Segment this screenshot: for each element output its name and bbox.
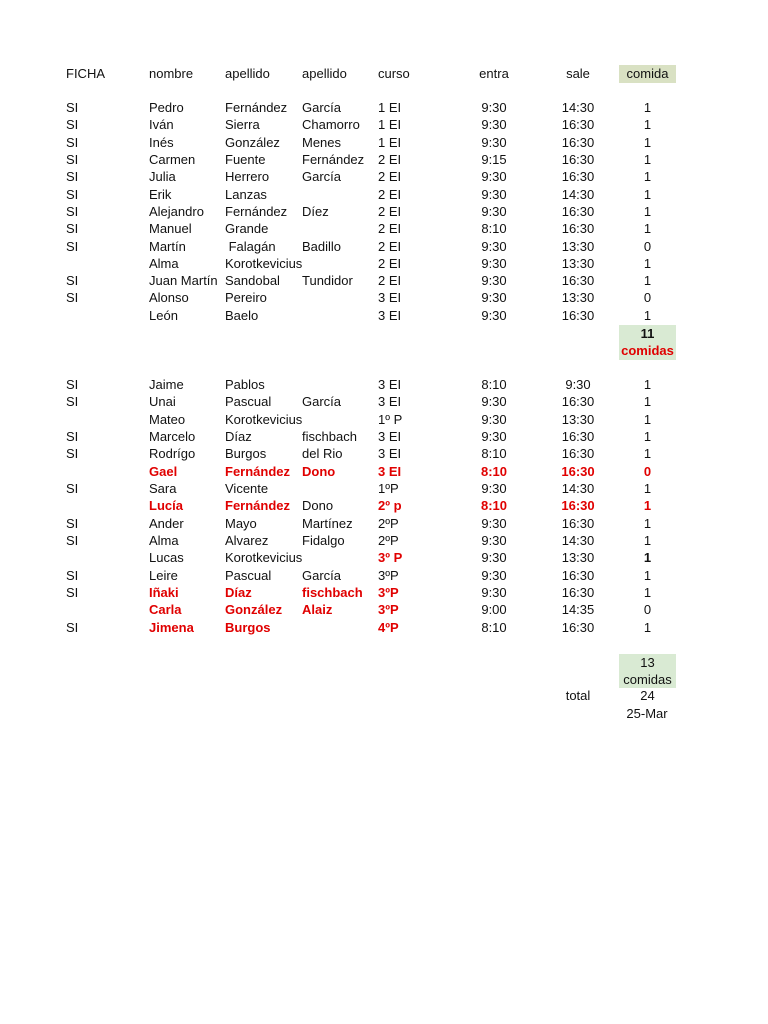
cell-apellido-2[interactable]: Badillo: [302, 239, 342, 254]
cell-curso[interactable]: 3 EI: [378, 429, 402, 444]
cell-comida[interactable]: 0: [643, 290, 652, 305]
cell-apellido-2[interactable]: Dono: [302, 464, 336, 479]
cell-comida[interactable]: 1: [643, 273, 652, 288]
cell-apellido-2[interactable]: Fernández: [302, 152, 365, 167]
cell-apellido-2[interactable]: Díez: [302, 204, 329, 219]
subtotal-count: 13: [640, 655, 655, 670]
table-row[interactable]: [0, 116, 768, 133]
cell-curso[interactable]: 4ºP: [378, 620, 399, 635]
cell-curso[interactable]: 2 EI: [378, 239, 402, 254]
cell-nombre[interactable]: León: [149, 308, 178, 323]
table-row[interactable]: [0, 203, 768, 220]
cell-comida[interactable]: 1: [643, 620, 652, 635]
table-row[interactable]: [0, 411, 768, 428]
cell-ficha[interactable]: SI: [66, 239, 79, 254]
cell-sale[interactable]: 16:30: [561, 273, 595, 288]
cell-curso[interactable]: 1ºP: [378, 481, 399, 496]
cell-apellido-1[interactable]: Díaz: [225, 429, 252, 444]
cell-entra[interactable]: 8:10: [481, 620, 507, 635]
cell-ficha[interactable]: SI: [66, 377, 79, 392]
cell-apellido-2[interactable]: del Rio: [302, 446, 343, 461]
cell-entra[interactable]: 9:30: [481, 117, 507, 132]
cell-comida[interactable]: 1: [643, 481, 652, 496]
cell-apellido-1[interactable]: Fernández: [225, 464, 291, 479]
cell-sale[interactable]: 14:30: [561, 100, 595, 115]
cell-apellido-1[interactable]: González: [225, 602, 283, 617]
cell-entra[interactable]: 9:30: [481, 290, 507, 305]
cell-ficha[interactable]: SI: [66, 152, 79, 167]
cell-curso[interactable]: 1 EI: [378, 100, 402, 115]
cell-entra[interactable]: 9:30: [481, 394, 507, 409]
cell-comida[interactable]: 1: [643, 377, 652, 392]
cell-ficha[interactable]: SI: [66, 100, 79, 115]
cell-entra[interactable]: 9:30: [481, 187, 507, 202]
table-row-highlighted[interactable]: [0, 463, 768, 480]
cell-entra[interactable]: 9:15: [481, 152, 507, 167]
cell-comida[interactable]: 1: [643, 585, 652, 600]
subtotal-comidas-2[interactable]: [619, 654, 676, 688]
cell-ficha[interactable]: SI: [66, 187, 79, 202]
cell-apellido-1[interactable]: Falagán: [225, 239, 276, 254]
table-row[interactable]: [0, 238, 768, 255]
table-row[interactable]: [0, 393, 768, 410]
cell-comida[interactable]: 1: [643, 446, 652, 461]
cell-apellido-1[interactable]: Korotkevicius: [225, 412, 303, 427]
cell-apellido-2[interactable]: fischbach: [302, 429, 357, 444]
cell-apellido-1[interactable]: Alvarez: [225, 533, 269, 548]
cell-curso[interactable]: 2 EI: [378, 221, 402, 236]
cell-entra[interactable]: 9:30: [481, 308, 507, 323]
cell-curso[interactable]: 1 EI: [378, 117, 402, 132]
header-nombre[interactable]: nombre: [149, 66, 194, 81]
cell-curso[interactable]: 2 EI: [378, 169, 402, 184]
cell-apellido-1[interactable]: Fuente: [225, 152, 266, 167]
cell-nombre[interactable]: Erik: [149, 187, 172, 202]
cell-nombre[interactable]: Alejandro: [149, 204, 204, 219]
cell-apellido-1[interactable]: Burgos: [225, 620, 271, 635]
cell-comida[interactable]: 1: [643, 256, 652, 271]
table-row-highlighted[interactable]: [0, 619, 768, 636]
table-row[interactable]: [0, 289, 768, 306]
cell-entra[interactable]: 8:10: [481, 446, 507, 461]
cell-entra[interactable]: 9:30: [481, 568, 507, 583]
cell-apellido-2[interactable]: Tundidor: [302, 273, 353, 288]
cell-apellido-1[interactable]: Fernández: [225, 204, 288, 219]
cell-sale[interactable]: 13:30: [561, 550, 595, 565]
cell-apellido-1[interactable]: Korotkevicius: [225, 256, 303, 271]
cell-nombre[interactable]: Manuel: [149, 221, 192, 236]
cell-apellido-1[interactable]: Pereiro: [225, 290, 267, 305]
cell-sale[interactable]: 16:30: [561, 446, 595, 461]
cell-apellido-1[interactable]: Korotkevicius: [225, 550, 303, 565]
cell-curso[interactable]: 2 EI: [378, 256, 402, 271]
cell-nombre[interactable]: Jimena: [149, 620, 194, 635]
cell-curso[interactable]: 3ºP: [378, 568, 399, 583]
cell-entra[interactable]: 9:30: [481, 550, 507, 565]
cell-nombre[interactable]: Gael: [149, 464, 178, 479]
header-curso[interactable]: curso: [378, 66, 410, 81]
cell-entra[interactable]: 9:30: [481, 204, 507, 219]
cell-entra[interactable]: 9:30: [481, 516, 507, 531]
cell-sale[interactable]: 16:30: [561, 135, 595, 150]
table-row[interactable]: [0, 134, 768, 151]
cell-comida[interactable]: 1: [643, 169, 652, 184]
table-row[interactable]: [0, 220, 768, 237]
cell-apellido-1[interactable]: Pascual: [225, 568, 272, 583]
cell-comida[interactable]: 0: [643, 602, 652, 617]
cell-comida[interactable]: 0: [643, 464, 652, 479]
subtotal-count: 11: [640, 326, 655, 341]
cell-curso[interactable]: 1º P: [378, 412, 403, 427]
cell-curso[interactable]: 2ºP: [378, 516, 399, 531]
cell-comida[interactable]: 1: [643, 394, 652, 409]
cell-curso[interactable]: 2 EI: [378, 273, 402, 288]
cell-curso[interactable]: 3ºP: [378, 602, 399, 617]
header-row: [0, 65, 768, 82]
cell-entra[interactable]: 9:30: [481, 239, 507, 254]
header-apellido-1[interactable]: apellido: [225, 66, 270, 81]
cell-ficha[interactable]: SI: [66, 221, 79, 236]
cell-curso[interactable]: 3 EI: [378, 446, 402, 461]
cell-apellido-2[interactable]: García: [302, 100, 342, 115]
table-row[interactable]: [0, 186, 768, 203]
cell-apellido-1[interactable]: Vicente: [225, 481, 269, 496]
table-row[interactable]: [0, 151, 768, 168]
cell-curso[interactable]: 3ºP: [378, 585, 399, 600]
cell-curso[interactable]: 3º P: [378, 550, 403, 565]
cell-nombre[interactable]: Sara: [149, 481, 177, 496]
table-row[interactable]: [0, 168, 768, 185]
cell-comida[interactable]: 1: [643, 568, 652, 583]
cell-sale[interactable]: 14:30: [561, 533, 595, 548]
cell-comida[interactable]: 1: [643, 533, 652, 548]
table-row[interactable]: [0, 480, 768, 497]
header-ficha[interactable]: FICHA: [66, 66, 105, 81]
cell-sale[interactable]: 14:30: [561, 187, 595, 202]
cell-comida[interactable]: 1: [643, 429, 652, 444]
cell-sale[interactable]: 14:30: [561, 481, 595, 496]
cell-curso[interactable]: 2ºP: [378, 533, 399, 548]
cell-ficha[interactable]: SI: [66, 568, 79, 583]
cell-sale[interactable]: 16:30: [561, 117, 595, 132]
header-sale[interactable]: sale: [566, 66, 590, 81]
cell-entra[interactable]: 9:30: [481, 100, 507, 115]
cell-nombre[interactable]: Alma: [149, 256, 179, 271]
cell-entra[interactable]: 9:30: [481, 273, 507, 288]
cell-apellido-1[interactable]: Sandobal: [225, 273, 280, 288]
table-row-highlighted[interactable]: [0, 601, 768, 618]
cell-sale[interactable]: 16:30: [561, 221, 595, 236]
cell-sale[interactable]: 16:30: [561, 429, 595, 444]
cell-ficha[interactable]: SI: [66, 204, 79, 219]
table-row[interactable]: [0, 549, 768, 566]
table-row[interactable]: [0, 428, 768, 445]
cell-apellido-1[interactable]: Baelo: [225, 308, 259, 323]
cell-curso[interactable]: 1 EI: [378, 135, 402, 150]
header-comida[interactable]: comida: [619, 65, 676, 83]
table-row[interactable]: [0, 532, 768, 549]
cell-nombre[interactable]: Ander: [149, 516, 184, 531]
cell-apellido-1[interactable]: Pascual: [225, 394, 272, 409]
cell-nombre[interactable]: Lucas: [149, 550, 184, 565]
subtotal-label: comidas: [621, 343, 674, 358]
cell-curso[interactable]: 2º p: [378, 498, 402, 513]
cell-ficha[interactable]: SI: [66, 446, 79, 461]
cell-entra[interactable]: 9:00: [481, 602, 507, 617]
cell-sale[interactable]: 16:30: [561, 498, 595, 513]
cell-apellido-1[interactable]: González: [225, 135, 280, 150]
cell-ficha[interactable]: SI: [66, 429, 79, 444]
cell-comida[interactable]: 1: [643, 308, 652, 323]
cell-comida[interactable]: 1: [643, 204, 652, 219]
cell-sale[interactable]: 16:30: [561, 620, 595, 635]
cell-entra[interactable]: 8:10: [480, 498, 508, 513]
cell-apellido-2[interactable]: García: [302, 568, 342, 583]
cell-apellido-2[interactable]: Fidalgo: [302, 533, 345, 548]
cell-apellido-1[interactable]: Burgos: [225, 446, 267, 461]
cell-curso[interactable]: 3 EI: [378, 377, 402, 392]
cell-ficha[interactable]: SI: [66, 117, 79, 132]
date-value[interactable]: 25-Mar: [626, 706, 668, 721]
cell-nombre[interactable]: Iñaki: [149, 585, 179, 600]
cell-comida[interactable]: 1: [643, 412, 652, 427]
cell-sale[interactable]: 16:30: [561, 568, 595, 583]
cell-ficha[interactable]: SI: [66, 169, 79, 184]
table-row[interactable]: [0, 376, 768, 393]
cell-comida[interactable]: 1: [643, 187, 652, 202]
cell-comida[interactable]: 0: [643, 239, 652, 254]
table-row[interactable]: [0, 272, 768, 289]
cell-comida[interactable]: 1: [643, 100, 652, 115]
cell-nombre[interactable]: Pedro: [149, 100, 184, 115]
cell-apellido-2[interactable]: García: [302, 394, 342, 409]
cell-sale[interactable]: 16:30: [561, 464, 595, 479]
cell-curso[interactable]: 2 EI: [378, 187, 402, 202]
cell-sale[interactable]: 14:35: [561, 602, 595, 617]
cell-entra[interactable]: 8:10: [480, 464, 508, 479]
cell-nombre[interactable]: Juan Martín: [149, 273, 218, 288]
cell-apellido-1[interactable]: Díaz: [225, 585, 252, 600]
cell-ficha[interactable]: SI: [66, 135, 79, 150]
table-row[interactable]: [0, 255, 768, 272]
cell-entra[interactable]: 8:10: [481, 221, 507, 236]
cell-comida[interactable]: 1: [643, 550, 652, 565]
table-row[interactable]: [0, 515, 768, 532]
cell-comida[interactable]: 1: [643, 498, 652, 513]
cell-ficha[interactable]: SI: [66, 533, 79, 548]
cell-apellido-2[interactable]: Alaiz: [302, 602, 333, 617]
cell-comida[interactable]: 1: [643, 221, 652, 236]
cell-apellido-1[interactable]: Fernández: [225, 100, 288, 115]
cell-entra[interactable]: 9:30: [481, 429, 507, 444]
cell-apellido-2[interactable]: Dono: [302, 498, 334, 513]
cell-ficha[interactable]: SI: [66, 394, 79, 409]
table-row[interactable]: [0, 307, 768, 324]
cell-apellido-1[interactable]: Herrero: [225, 169, 270, 184]
header-entra[interactable]: entra: [479, 66, 509, 81]
table-row[interactable]: [0, 445, 768, 462]
cell-nombre[interactable]: Alma: [149, 533, 179, 548]
cell-nombre[interactable]: Leire: [149, 568, 178, 583]
cell-nombre[interactable]: Rodrígo: [149, 446, 196, 461]
table-row[interactable]: [0, 99, 768, 116]
cell-apellido-2[interactable]: García: [302, 169, 342, 184]
table-row-highlighted[interactable]: [0, 497, 768, 514]
cell-comida[interactable]: 1: [643, 516, 652, 531]
cell-sale[interactable]: 9:30: [565, 377, 591, 392]
cell-sale[interactable]: 16:30: [561, 585, 595, 600]
cell-apellido-2[interactable]: fischbach: [302, 585, 363, 600]
cell-apellido-1[interactable]: Pablos: [225, 377, 265, 392]
cell-sale[interactable]: 16:30: [561, 169, 595, 184]
cell-entra[interactable]: 8:10: [481, 377, 507, 392]
cell-apellido-1[interactable]: Sierra: [225, 117, 260, 132]
cell-ficha[interactable]: SI: [66, 273, 79, 288]
cell-ficha[interactable]: SI: [66, 481, 79, 496]
cell-sale[interactable]: 16:30: [561, 394, 595, 409]
cell-entra[interactable]: 9:30: [481, 412, 507, 427]
cell-comida[interactable]: 1: [643, 135, 652, 150]
cell-sale[interactable]: 13:30: [561, 412, 595, 427]
cell-entra[interactable]: 9:30: [481, 585, 507, 600]
cell-nombre[interactable]: Alonso: [149, 290, 189, 305]
cell-comida[interactable]: 1: [643, 117, 652, 132]
subtotal-comidas-1[interactable]: [619, 325, 676, 360]
cell-apellido-1[interactable]: Grande: [225, 221, 269, 236]
cell-apellido-2[interactable]: Martínez: [302, 516, 353, 531]
cell-sale[interactable]: 13:30: [561, 256, 595, 271]
cell-sale[interactable]: 16:30: [561, 152, 595, 167]
cell-apellido-1[interactable]: Lanzas: [225, 187, 267, 202]
total-label: total: [565, 688, 591, 703]
cell-curso[interactable]: 2 EI: [378, 152, 402, 167]
cell-ficha[interactable]: SI: [66, 620, 79, 635]
cell-curso[interactable]: 3 EI: [378, 394, 402, 409]
cell-nombre[interactable]: Martín: [149, 239, 186, 254]
cell-nombre[interactable]: Marcelo: [149, 429, 196, 444]
header-apellido-2[interactable]: apellido: [302, 66, 347, 81]
cell-entra[interactable]: 9:30: [481, 169, 507, 184]
cell-entra[interactable]: 9:30: [481, 256, 507, 271]
cell-sale[interactable]: 16:30: [561, 308, 595, 323]
cell-nombre[interactable]: Mateo: [149, 412, 186, 427]
cell-nombre[interactable]: Jaime: [149, 377, 184, 392]
cell-ficha[interactable]: SI: [66, 585, 79, 600]
cell-comida[interactable]: 1: [643, 152, 652, 167]
cell-nombre[interactable]: Unai: [149, 394, 176, 409]
cell-sale[interactable]: 16:30: [561, 204, 595, 219]
cell-nombre[interactable]: Inés: [149, 135, 174, 150]
cell-entra[interactable]: 9:30: [481, 533, 507, 548]
cell-entra[interactable]: 9:30: [481, 481, 507, 496]
table-row[interactable]: [0, 567, 768, 584]
cell-curso[interactable]: 3 EI: [378, 308, 402, 323]
cell-ficha[interactable]: SI: [66, 516, 79, 531]
cell-curso[interactable]: 3 EI: [378, 464, 402, 479]
cell-apellido-2[interactable]: Menes: [302, 135, 342, 150]
cell-apellido-1[interactable]: Mayo: [225, 516, 257, 531]
cell-nombre[interactable]: Julia: [149, 169, 176, 184]
cell-curso[interactable]: 3 EI: [378, 290, 402, 305]
table-row-highlighted[interactable]: [0, 584, 768, 601]
cell-entra[interactable]: 9:30: [481, 135, 507, 150]
total-value[interactable]: 24: [640, 688, 655, 703]
cell-apellido-2[interactable]: Chamorro: [302, 117, 360, 132]
subtotal-label: comidas: [623, 672, 672, 687]
cell-curso[interactable]: 2 EI: [378, 204, 402, 219]
cell-nombre[interactable]: Lucía: [149, 498, 183, 513]
cell-nombre[interactable]: Carla: [149, 602, 182, 617]
cell-apellido-1[interactable]: Fernández: [225, 498, 291, 513]
cell-sale[interactable]: 13:30: [561, 239, 595, 254]
cell-ficha[interactable]: SI: [66, 290, 79, 305]
cell-nombre[interactable]: Iván: [149, 117, 174, 132]
cell-sale[interactable]: 16:30: [561, 516, 595, 531]
cell-sale[interactable]: 13:30: [561, 290, 595, 305]
cell-nombre[interactable]: Carmen: [149, 152, 196, 167]
